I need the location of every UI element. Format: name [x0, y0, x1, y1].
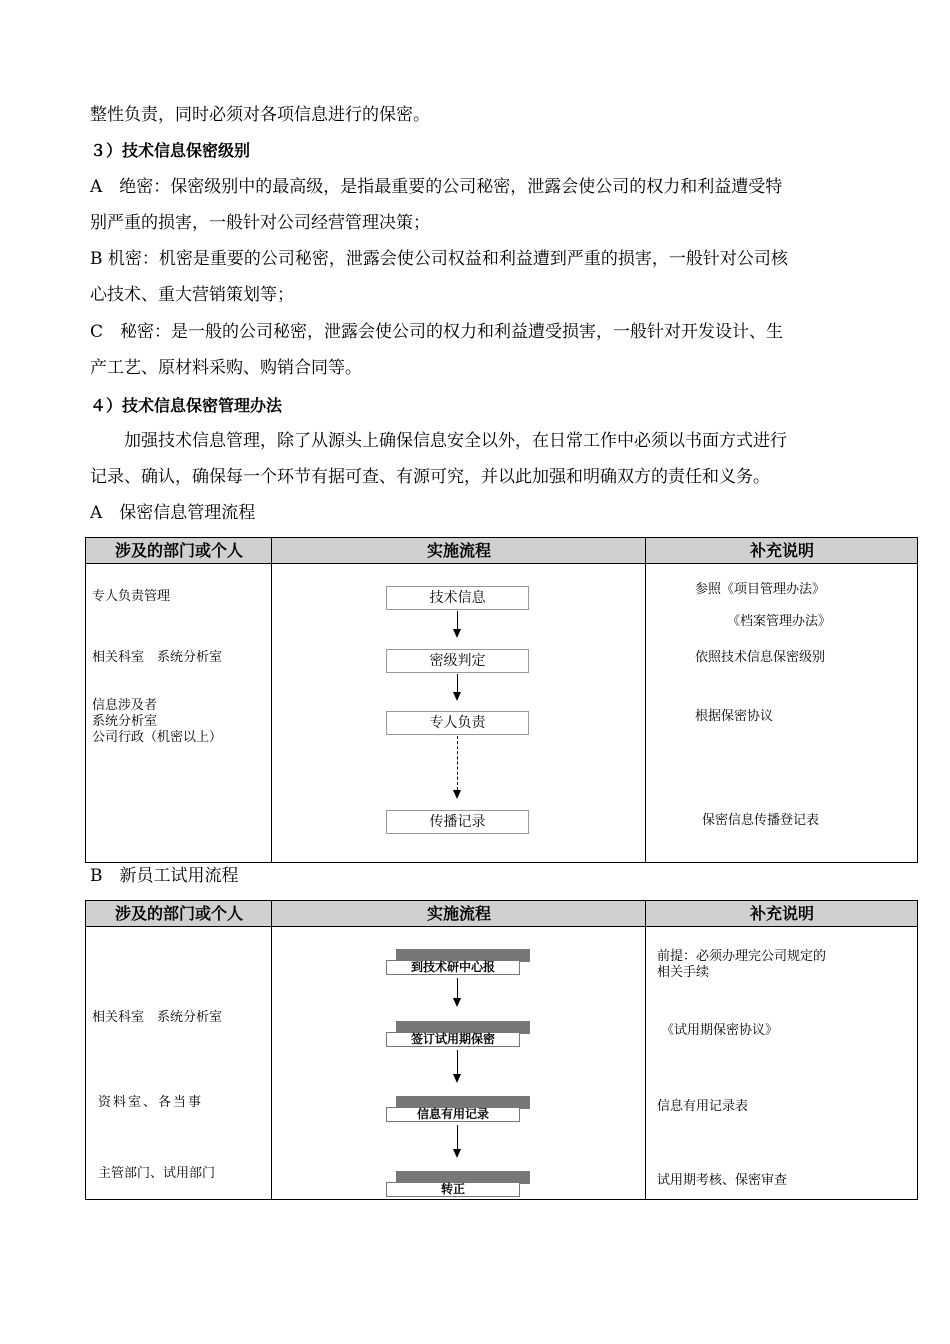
- subsection-label: B 新员工试用流程: [90, 866, 239, 886]
- dept-cell: 专人负责管理: [92, 589, 171, 604]
- note-cell: 相关手续: [657, 965, 710, 980]
- column-divider: [271, 538, 272, 862]
- column-divider: [645, 901, 646, 1199]
- column-divider: [271, 901, 272, 1199]
- paragraph-line: C 秘密：是一般的公司秘密，泄露会使公司的权力和利益遭受损害，一般针对开发设计、生: [90, 322, 784, 342]
- paragraph-line: 别严重的损害，一般针对公司经营管理决策；: [90, 213, 430, 233]
- flow-step-box: 传播记录: [386, 810, 529, 834]
- flow-step-label: 信息有用记录: [386, 1107, 520, 1122]
- section-heading: ３）技术信息保密级别: [90, 141, 251, 160]
- dept-cell: 公司行政（机密以上）: [92, 730, 223, 745]
- header-dept: 涉及的部门或个人: [114, 541, 243, 560]
- column-divider: [645, 538, 646, 862]
- dept-cell: 相关科室 系统分析室: [92, 1010, 223, 1025]
- flow-step-box: 技术信息: [386, 586, 529, 610]
- header-dept: 涉及的部门或个人: [114, 904, 243, 923]
- flow-step-box: [386, 1021, 530, 1047]
- paragraph-line: 记录、确认，确保每一个环节有据可查、有源可究，并以此加强和明确双方的责任和义务。: [90, 467, 770, 487]
- dept-cell: 系统分析室: [92, 714, 158, 729]
- flow-step-label: 到技术研中心报: [386, 960, 520, 975]
- flow-step-box: [386, 949, 530, 975]
- note-cell: 《试用期保密协议》: [661, 1023, 779, 1038]
- header-notes: 补充说明: [749, 904, 814, 923]
- dept-cell: 相关科室 系统分析室: [92, 650, 223, 665]
- flow-step-box: [386, 1171, 530, 1197]
- flow-step-label: 签订试用期保密: [386, 1032, 520, 1047]
- table-header: [86, 901, 917, 927]
- flow-step-box: 专人负责: [386, 711, 529, 735]
- note-cell: 保密信息传播登记表: [702, 813, 820, 828]
- flow-step-label: 转正: [386, 1182, 520, 1197]
- paragraph-line: 整性负责，同时必须对各项信息进行的保密。: [90, 105, 430, 125]
- note-cell: 《档案管理办法》: [727, 614, 832, 629]
- flow-step-box: 密级判定: [386, 649, 529, 673]
- note-cell: 信息有用记录表: [657, 1099, 749, 1114]
- header-notes: 补充说明: [749, 541, 814, 560]
- section-heading: ４）技术信息保密管理办法: [90, 396, 283, 415]
- subsection-label: A 保密信息管理流程: [90, 503, 256, 523]
- paragraph-line: A 绝密：保密级别中的最高级，是指最重要的公司秘密，泄露会使公司的权力和利益遭受特: [90, 177, 783, 197]
- dept-cell: 主管部门、试用部门: [98, 1166, 216, 1181]
- paragraph-line: 心技术、重大营销策划等；: [90, 285, 294, 305]
- new-employee-trial-flow-table: [85, 900, 918, 1200]
- flow-step-box: [386, 1096, 530, 1122]
- dept-cell: 资料室、各当事: [98, 1095, 204, 1110]
- header-process: 实施流程: [426, 904, 491, 923]
- note-cell: 根据保密协议: [695, 709, 774, 724]
- note-cell: 依照技术信息保密级别: [695, 650, 826, 665]
- paragraph-line: B 机密：机密是重要的公司秘密，泄露会使公司权益和利益遭到严重的损害，一般针对公司核: [90, 249, 788, 269]
- header-process: 实施流程: [426, 541, 491, 560]
- note-cell: 试用期考核、保密审查: [657, 1173, 788, 1188]
- table-header: [86, 538, 917, 564]
- dept-cell: 信息涉及者: [92, 698, 158, 713]
- paragraph-line: 产工艺、原材料采购、购销合同等。: [90, 358, 362, 378]
- paragraph-line: 加强技术信息管理，除了从源头上确保信息安全以外，在日常工作中必须以书面方式进行: [90, 431, 787, 451]
- note-cell: 前提：必须办理完公司规定的: [657, 949, 827, 964]
- note-cell: 参照《项目管理办法》: [695, 582, 826, 597]
